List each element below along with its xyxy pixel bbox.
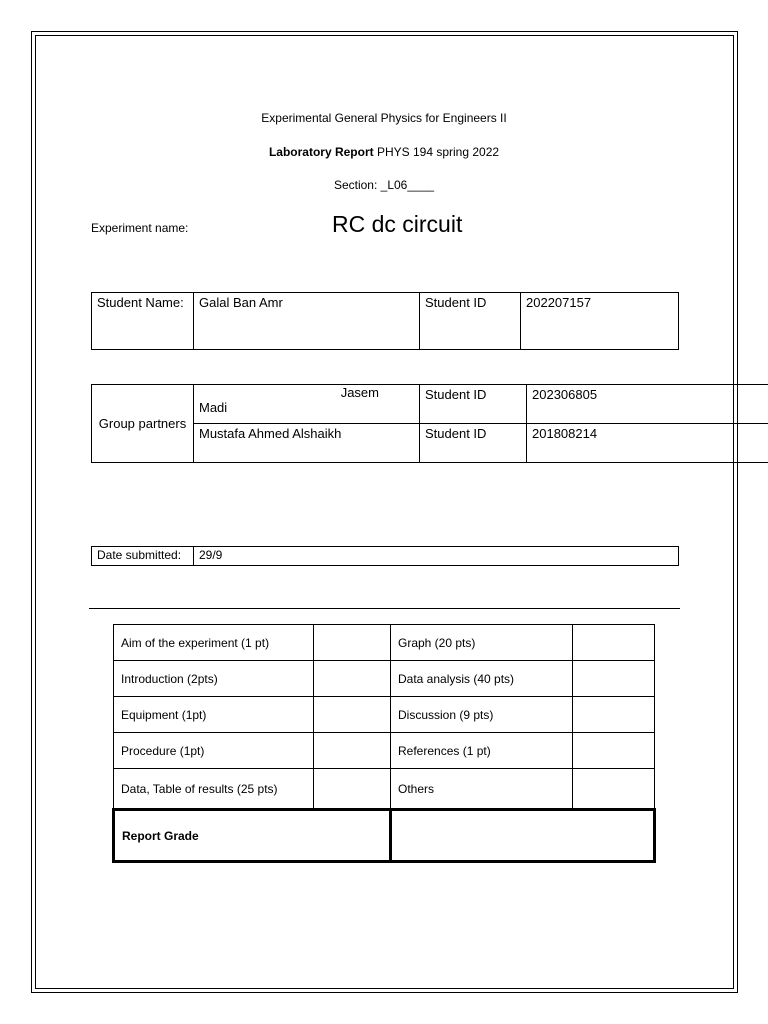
report-grade-row [114, 810, 655, 862]
date-table [91, 546, 679, 566]
report-grade-label: Report Grade [114, 810, 391, 862]
section-line: Section: _L06____ [333, 178, 435, 192]
grading-score-cell [573, 661, 655, 697]
grading-item: Discussion (9 pts) [391, 697, 573, 733]
grading-score-cell [314, 769, 391, 810]
experiment-label: Experiment name: [91, 221, 189, 235]
group-row [92, 424, 768, 463]
student-row [92, 293, 679, 350]
student-name: Galal Ban Amr [194, 293, 420, 350]
report-title [0, 145, 768, 159]
grading-score-cell [573, 625, 655, 661]
grading-score-cell [314, 697, 391, 733]
grading-row [114, 661, 655, 697]
partner-id: 201808214 [527, 424, 768, 463]
report-title-bold: Laboratory Report [268, 145, 374, 159]
student-name-label: Student Name: [92, 293, 194, 350]
report-grade-value [391, 810, 655, 862]
date-label: Date submitted: [92, 547, 194, 566]
group-row [92, 385, 768, 424]
grading-item: Others [391, 769, 573, 810]
grading-table [112, 624, 656, 863]
experiment-name: RC dc circuit [332, 211, 463, 237]
group-table [91, 384, 768, 463]
grading-item: Data analysis (40 pts) [391, 661, 573, 697]
grading-score-cell [314, 661, 391, 697]
group-label: Group partners [92, 385, 194, 463]
student-id-label: Student ID [420, 293, 521, 350]
partner-name-part2: Madi [199, 400, 228, 415]
grading-score-cell [573, 733, 655, 769]
grading-row [114, 733, 655, 769]
date-row [92, 547, 679, 566]
grading-item: Introduction (2pts) [114, 661, 314, 697]
grading-score-cell [314, 625, 391, 661]
grading-row [114, 625, 655, 661]
grading-row [114, 697, 655, 733]
grading-score-cell [314, 733, 391, 769]
grading-item: References (1 pt) [391, 733, 573, 769]
partner-id: 202306805 [527, 385, 768, 424]
grading-score-cell [573, 769, 655, 810]
partner-name-part1: Jasem [340, 385, 379, 400]
grading-item: Procedure (1pt) [114, 733, 314, 769]
grading-score-cell [573, 697, 655, 733]
course-title: Experimental General Physics for Engineers II [261, 111, 507, 125]
grading-item: Aim of the experiment (1 pt) [114, 625, 314, 661]
grading-item: Data, Table of results (25 pts) [114, 769, 314, 810]
grading-item: Equipment (1pt) [114, 697, 314, 733]
grading-item: Graph (20 pts) [391, 625, 573, 661]
horizontal-rule [89, 608, 680, 609]
report-title-rest: PHYS 194 spring 2022 [373, 145, 500, 159]
date-value: 29/9 [194, 547, 679, 566]
partner-name: Mustafa Ahmed Alshaikh [194, 424, 420, 463]
partner-id-label: Student ID [420, 385, 527, 424]
partner-name [194, 385, 420, 424]
student-table [91, 292, 679, 350]
partner-id-label: Student ID [420, 424, 527, 463]
grading-row [114, 769, 655, 810]
student-id: 202207157 [521, 293, 679, 350]
